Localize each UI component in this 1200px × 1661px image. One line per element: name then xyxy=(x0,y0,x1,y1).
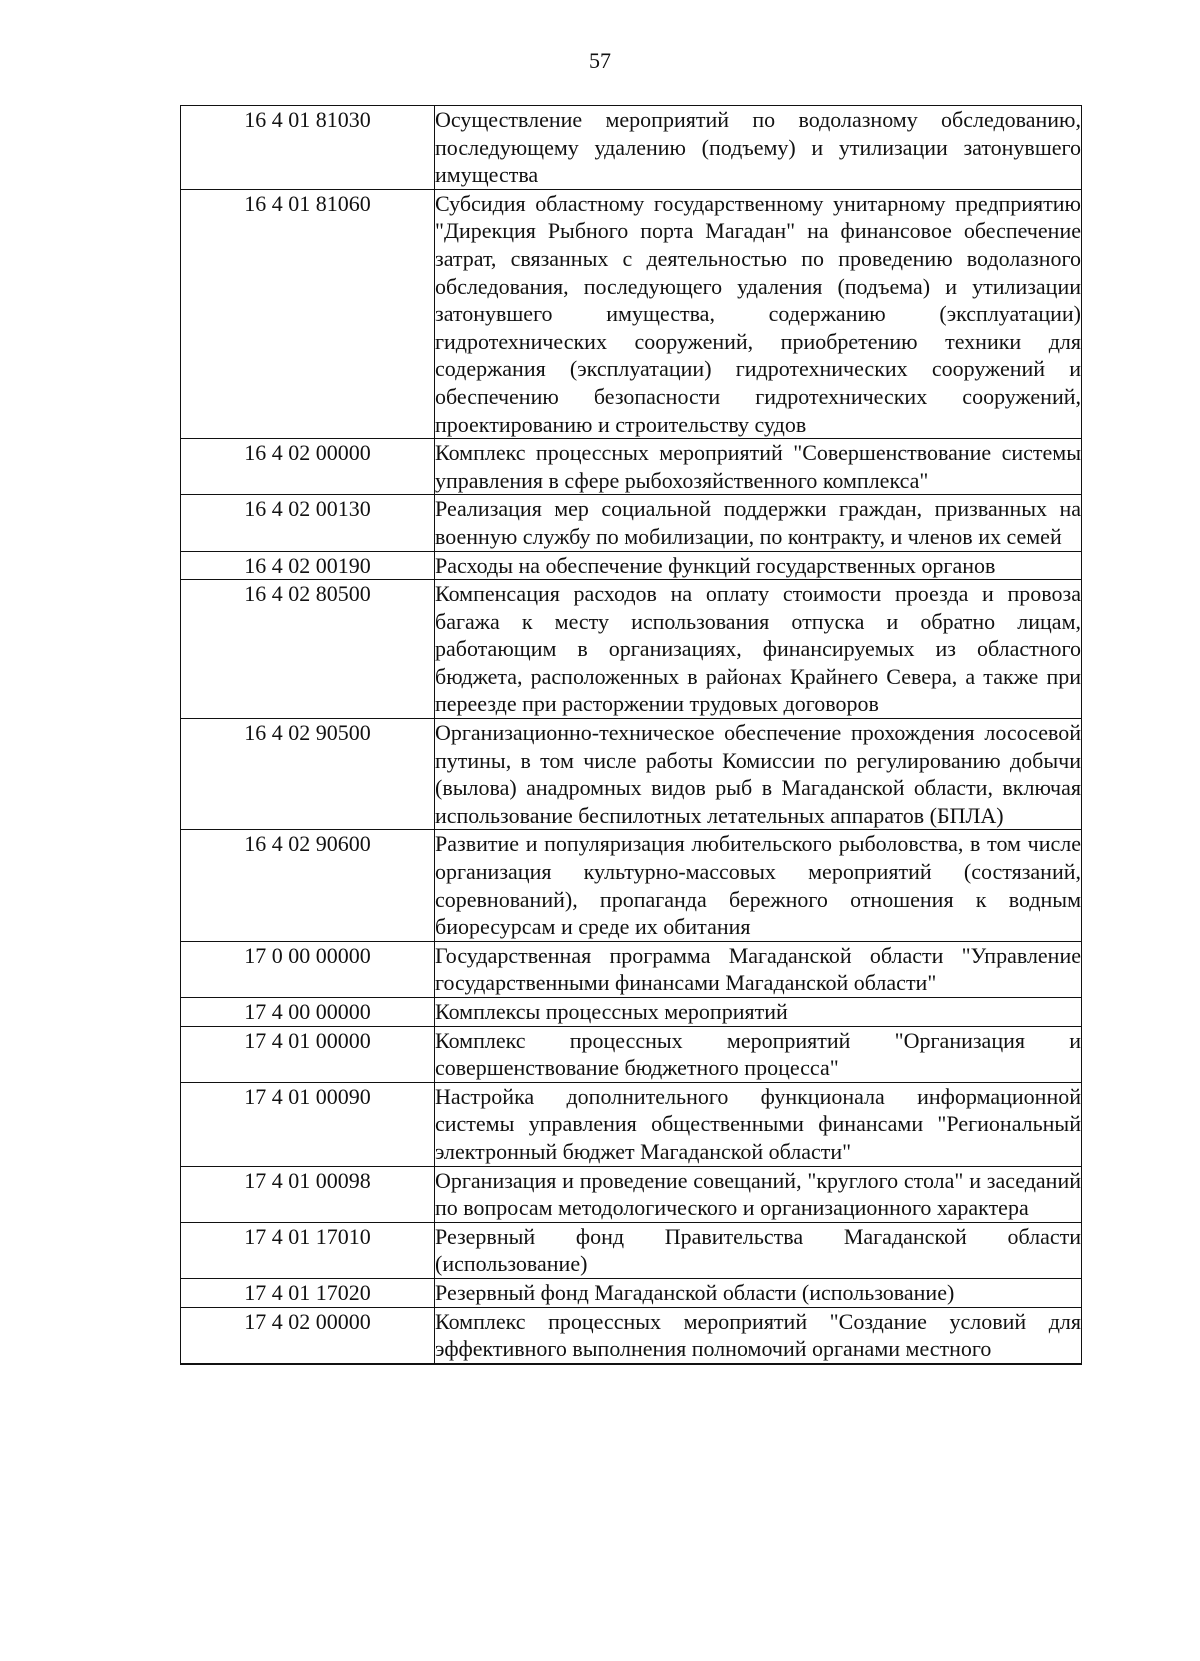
budget-code-cell: 16 4 02 00190 xyxy=(181,551,435,580)
description-cell: Организация и проведение совещаний, "круглого стола" и заседаний по вопросам методологического и организационного характера xyxy=(435,1166,1082,1222)
description-cell: Комплекс процессных мероприятий "Совершенствование системы управления в сфере рыбохозяйственного комплекса" xyxy=(435,439,1082,495)
budget-code-cell: 17 4 01 17020 xyxy=(181,1278,435,1307)
budget-code-table xyxy=(180,105,1082,1365)
table-row xyxy=(181,1222,1082,1278)
budget-code-cell: 17 4 01 00000 xyxy=(181,1026,435,1082)
table-row xyxy=(181,1278,1082,1307)
page-number: 57 xyxy=(589,48,611,73)
description-cell: Комплекс процессных мероприятий "Организация и совершенствование бюджетного процесса" xyxy=(435,1026,1082,1082)
budget-code-cell: 17 4 01 17010 xyxy=(181,1222,435,1278)
table-row xyxy=(181,941,1082,997)
table-row xyxy=(181,495,1082,551)
table-body xyxy=(181,106,1082,1364)
table-row xyxy=(181,1082,1082,1166)
budget-code-cell: 17 4 02 00000 xyxy=(181,1307,435,1364)
description-cell: Организационно-техническое обеспечение прохождения лососевой путины, в том числе работы Комиссии по регулированию добычи (вылова) анадромных видов рыб в Магаданской области, включая использование беспилотных летательных аппаратов (БПЛА) xyxy=(435,719,1082,830)
description-cell: Резервный фонд Магаданской области (использование) xyxy=(435,1278,1082,1307)
budget-code-cell: 16 4 02 80500 xyxy=(181,580,435,719)
budget-code-cell: 17 4 01 00090 xyxy=(181,1082,435,1166)
budget-code-cell: 17 0 00 00000 xyxy=(181,941,435,997)
description-cell: Расходы на обеспечение функций государственных органов xyxy=(435,551,1082,580)
budget-code-cell: 16 4 01 81060 xyxy=(181,189,435,438)
table-row xyxy=(181,551,1082,580)
description-cell: Осуществление мероприятий по водолазному обследованию, последующему удалению (подъему) и утилизации затонувшего имущества xyxy=(435,106,1082,190)
table-row xyxy=(181,580,1082,719)
table-row xyxy=(181,1307,1082,1364)
table-row xyxy=(181,1026,1082,1082)
description-cell: Настройка дополнительного функционала информационной системы управления общественными финансами "Региональный электронный бюджет Магаданской области" xyxy=(435,1082,1082,1166)
description-cell: Комплекс процессных мероприятий "Создание условий для эффективного выполнения полномочий органами местного xyxy=(435,1307,1082,1364)
table-row xyxy=(181,998,1082,1027)
table-row xyxy=(181,1166,1082,1222)
budget-code-cell: 16 4 02 00000 xyxy=(181,439,435,495)
budget-code-cell: 16 4 02 90500 xyxy=(181,719,435,830)
description-cell: Государственная программа Магаданской области "Управление государственными финансами Магаданской области" xyxy=(435,941,1082,997)
budget-code-cell: 17 4 00 00000 xyxy=(181,998,435,1027)
budget-code-cell: 16 4 01 81030 xyxy=(181,106,435,190)
budget-code-cell: 16 4 02 90600 xyxy=(181,830,435,941)
description-cell: Развитие и популяризация любительского рыболовства, в том числе организация культурно-массовых мероприятий (состязаний, соревнований), пропаганда бережного отношения к водным биоресурсам и среде их обитания xyxy=(435,830,1082,941)
table-row xyxy=(181,106,1082,190)
description-cell: Компенсация расходов на оплату стоимости проезда и провоза багажа к месту использования отпуска и обратно лицам, работающим в организациях, финансируемых из областного бюджета, расположенных в районах Крайнего Севера, а также при переезде при расторжении трудовых договоров xyxy=(435,580,1082,719)
description-cell: Реализация мер социальной поддержки граждан, призванных на военную службу по мобилизации, по контракту, и членов их семей xyxy=(435,495,1082,551)
description-cell: Комплексы процессных мероприятий xyxy=(435,998,1082,1027)
budget-code-cell: 17 4 01 00098 xyxy=(181,1166,435,1222)
table-row xyxy=(181,830,1082,941)
table-row xyxy=(181,719,1082,830)
description-cell: Резервный фонд Правительства Магаданской области (использование) xyxy=(435,1222,1082,1278)
description-cell: Субсидия областному государственному унитарному предприятию "Дирекция Рыбного порта Магадан" на финансовое обеспечение затрат, связанных с деятельностью по проведению водолазного обследования, последующего удаления (подъема) и утилизации затонувшего имущества, содержанию (эксплуатации) гидротехнических сооружений, приобретению техники для содержания (эксплуатации) гидротехнических сооружений и обеспечению безопасности гидротехнических сооружений, проектированию и строительству судов xyxy=(435,189,1082,438)
table-row xyxy=(181,189,1082,438)
table-row xyxy=(181,439,1082,495)
budget-code-cell: 16 4 02 00130 xyxy=(181,495,435,551)
